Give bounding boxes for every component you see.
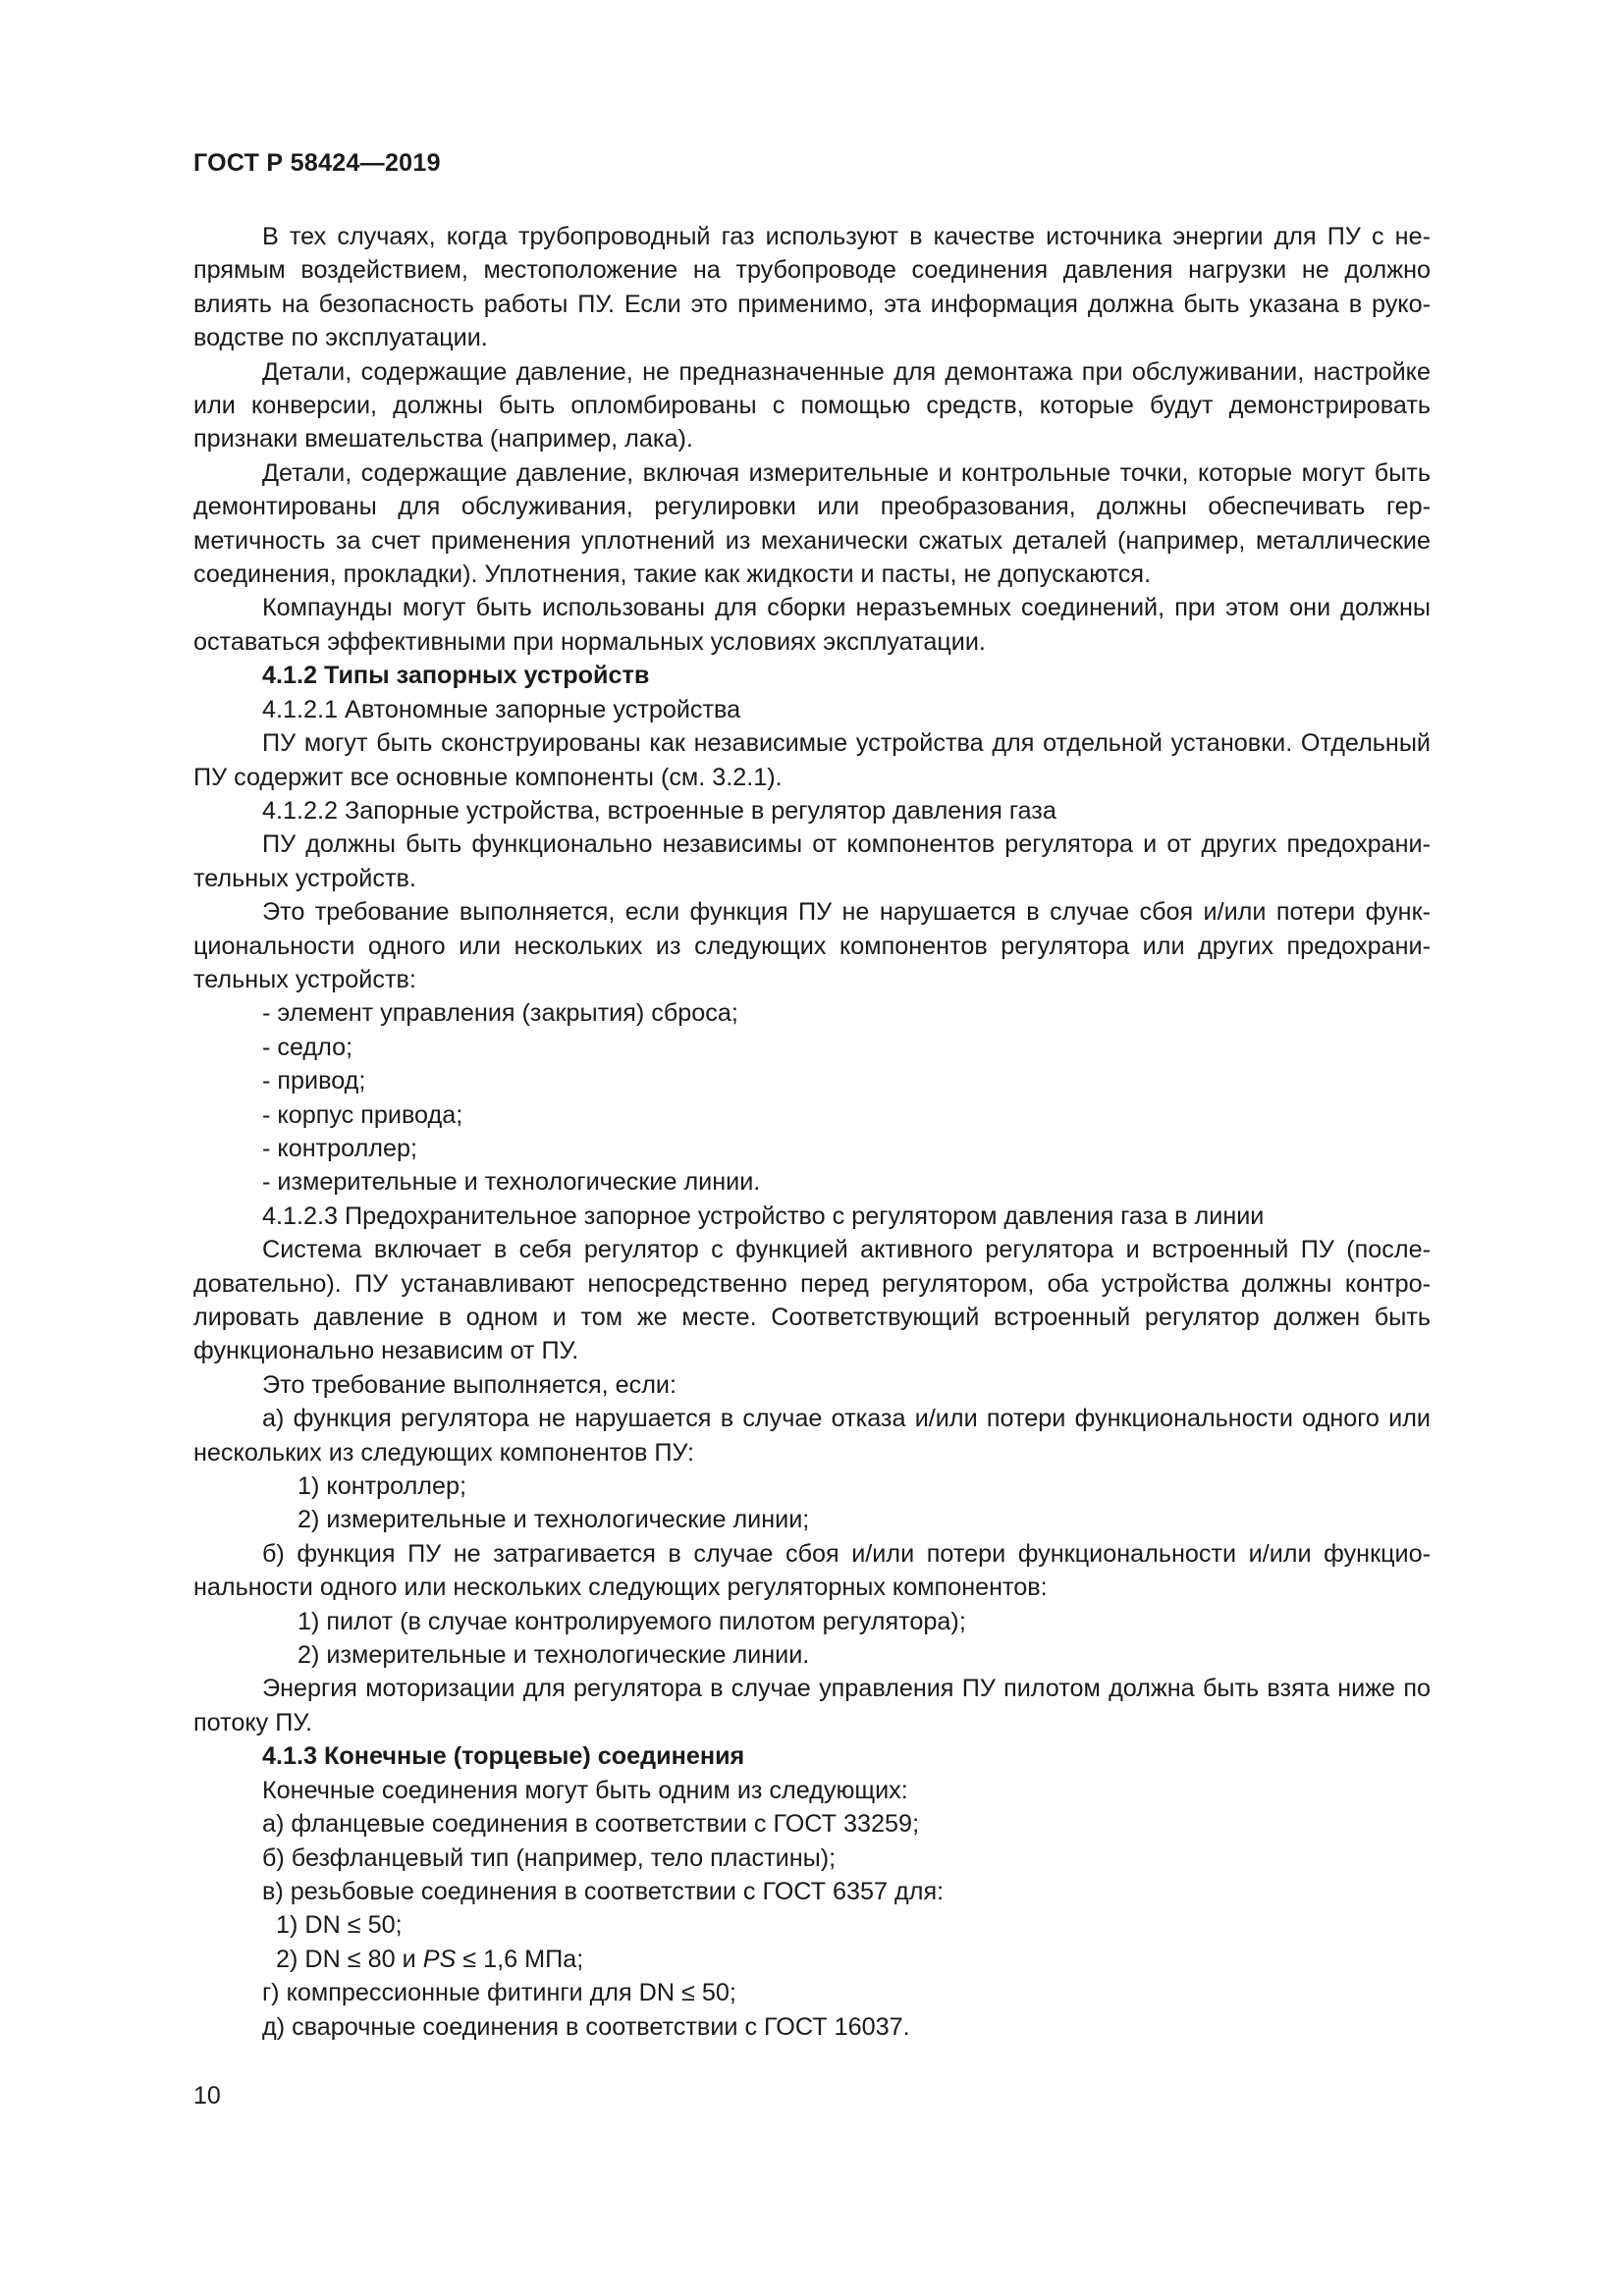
paragraph: Компаунды могут быть использованы для сборки неразъемных соединений, при этом они должны оставаться эффективными при нормальных условиях эксплуатации. (193, 594, 1431, 656)
list-item: - корпус привода; (262, 1100, 463, 1129)
list-item: - элемент управления (закрытия) сброса; (262, 999, 738, 1028)
paragraph: ПУ могут быть сконструированы как независимые устройства для отдельной установки. Отдельный ПУ содержит все основные компоненты (см. 3.2.1). (193, 729, 1431, 791)
sub-list-item: 2) DN ≤ 80 и PS ≤ 1,6 МПа; (276, 1945, 584, 1973)
document-header: ГОСТ Р 58424—2019 (193, 149, 441, 177)
paragraph: Детали, содержащие давление, включая измерительные и контрольные точки, которые могут быть демонтированы для обслуживания, регулировки или преобразования, должны обеспечивать герметичность за счет применения уплотнений из механически сжатых деталей (например, металлические соединения, прокладки). Уплотнения, такие как жидкости и пасты, не допускаются. (193, 458, 1431, 589)
list-item: - измерительные и технологические линии. (262, 1168, 761, 1197)
page-number: 10 (193, 2082, 221, 2109)
paragraph: ПУ должны быть функционально независимы от компонентов регулятора и от других предохранительных устройств. (193, 830, 1431, 892)
sub-list-item: 1) пилот (в случае контролируемого пилотом регулятора); (298, 1607, 966, 1635)
list-item-a: а) функция регулятора не нарушается в случае отказа и/или потери функциональности одного или нескольких из следующих компонентов ПУ: (193, 1405, 1431, 1467)
paragraph: Энергия моторизации для регулятора в случае управления ПУ пилотом должна быть взята ниже по потоку ПУ. (193, 1675, 1431, 1736)
list-item: б) безфланцевый тип (например, тело пластины); (262, 1843, 837, 1872)
paragraph: Система включает в себя регулятор с функцией активного регулятора и встроенный ПУ (последовательно). ПУ устанавливают непосредственно перед регулятором, оба устройства должны контролировать давление в одном и том же месте. Соответствующий встроенный регулятор должен быть функционально независим от ПУ. (193, 1236, 1431, 1365)
sub-list-item: 2) измерительные и технологические линии. (298, 1641, 810, 1670)
subsection-title-4-1-2-1: 4.1.2.1 Автономные запорные устройства (262, 695, 741, 723)
list-item: г) компрессионные фитинги для DN ≤ 50; (262, 1979, 736, 2007)
paragraph: Конечные соединения могут быть одним из следующих: (262, 1776, 908, 1804)
list-item: - привод; (262, 1067, 366, 1095)
list-item-b: б) функция ПУ не затрагивается в случае сбоя и/или потери функциональности и/или функциональности одного или нескольких следующих регуляторных компонентов: (193, 1539, 1431, 1602)
list-item: а) фланцевые соединения в соответствии с ГОСТ 33259; (262, 1810, 920, 1839)
sub-list-item: 1) контроллер; (298, 1472, 467, 1501)
paragraph: Это требование выполняется, если функция ПУ не нарушается в случае сбоя и/или потери функциональности одного или нескольких из следующих компонентов регулятора или других предохранительных устройств: (193, 898, 1431, 993)
subsection-title-4-1-2-2: 4.1.2.2 Запорные устройства, встроенные в регулятор давления газа (262, 796, 1056, 825)
list-item: в) резьбовые соединения в соответствии с ГОСТ 6357 для: (262, 1877, 945, 1905)
list-item: - седло; (262, 1033, 353, 1061)
paragraph: Детали, содержащие давление, не предназначенные для демонтажа при обслуживании, настройке или конверсии, должны быть опломбированы с помощью средств, которые будут демонстрировать признаки вмешательства (например, лака). (193, 357, 1431, 454)
sub-list-item: 2) измерительные и технологические линии; (298, 1506, 810, 1534)
list-item: д) сварочные соединения в соответствии с ГОСТ 16037. (262, 2012, 910, 2041)
document-body (193, 220, 1431, 2044)
paragraph: В тех случаях, когда трубопроводный газ используют в качестве источника энергии для ПУ с непрямым воздействием, местоположение на трубопроводе соединения давления нагрузки не должно влиять на безопасность работы ПУ. Если это применимо, эта информация должна быть указана в руководстве по эксплуатации. (193, 223, 1431, 352)
section-heading-4-1-3: 4.1.3 Конечные (торцевые) соединения (262, 1742, 745, 1771)
sub-list-item: 1) DN ≤ 50; (276, 1911, 403, 1940)
subsection-title-4-1-2-3: 4.1.2.3 Предохранительное запорное устройство с регулятором давления газа в линии (262, 1201, 1265, 1230)
section-heading-4-1-2: 4.1.2 Типы запорных устройств (262, 662, 650, 690)
paragraph: Это требование выполняется, если: (262, 1370, 677, 1399)
list-item: - контроллер; (262, 1134, 418, 1162)
